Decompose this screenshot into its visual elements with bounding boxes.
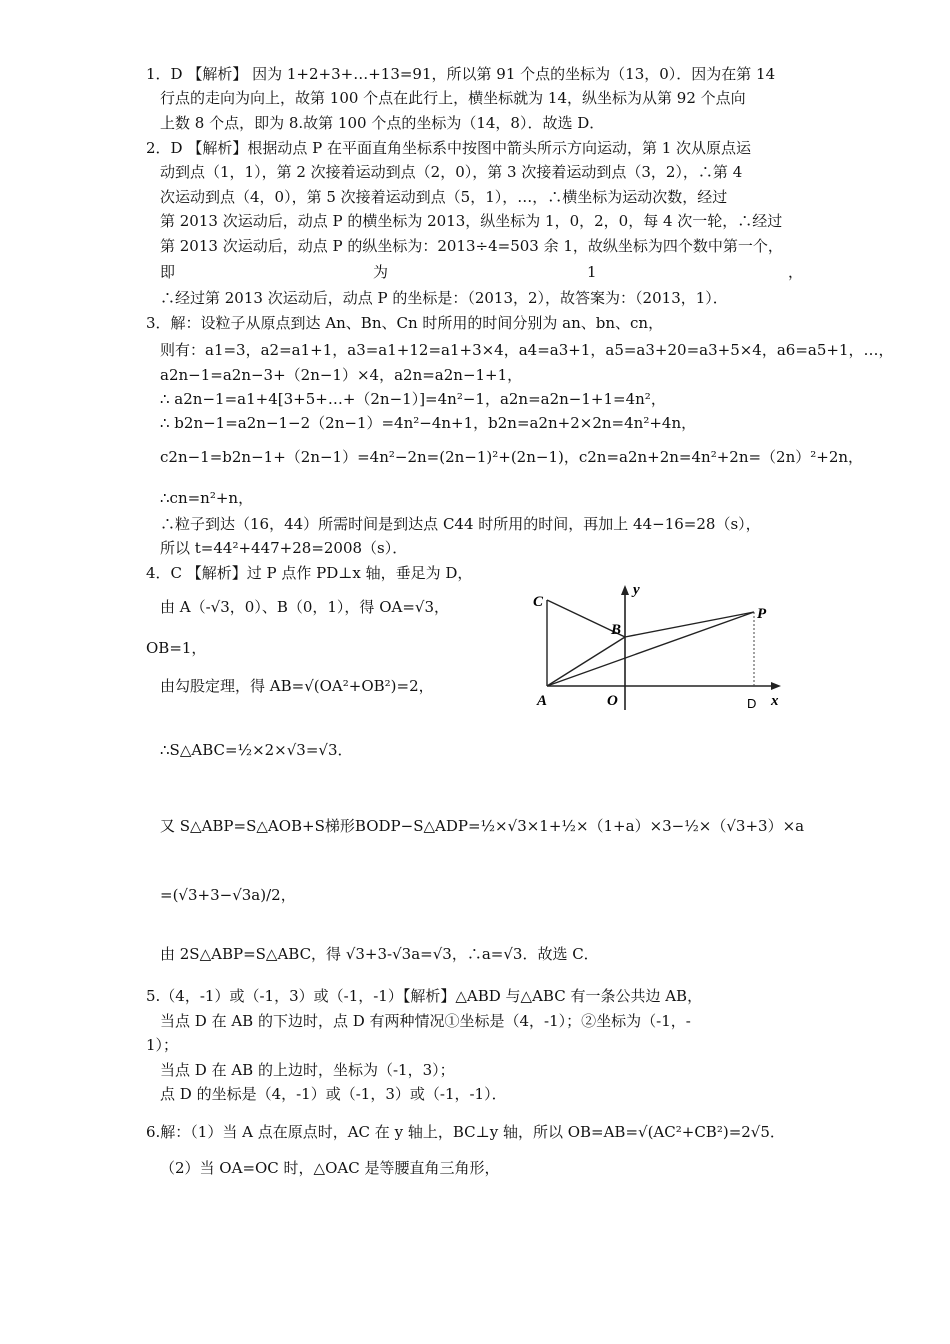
p4-line-6: 又 S△ABP=S△AOB+S梯形BODP−S△ADP=½×√3×1+½×（1+a）×3−½×（√3+3）×a [160,817,805,835]
label-p: P [757,606,767,622]
p2-line-4: 第 2013 次运动后，动点 P 的横坐标为 2013，纵坐标为 1，0，2，0，每 4 次一轮，∴经过 [160,212,783,230]
p2-line-1: 2．D 【解析】根据动点 P 在平面直角坐标系中按图中箭头所示方向运动，第 1 次从原点运 [146,139,752,157]
geometry-figure [527,580,797,715]
p3-line-9: 所以 t=44²+447+28=2008（s）． [160,539,408,557]
p2-line-6c: 1 [587,263,597,281]
p2-line-3: 次运动到点（4，0），第 5 次接着运动到点（5，1），…，∴横坐标为运动次数，经过 [160,188,728,206]
x-axis-arrow [771,682,781,690]
p3-line-1: 3．解：设粒子从原点到达 An、Bn、Cn 时所用的时间分别为 an、bn、cn， [146,314,664,332]
p3-line-6: c2n−1=b2n−1+（2n−1）=4n²−2n=(2n−1)²+(2n−1)，c2n=a2n+2n=4n²+2n=（2n）²+2n， [160,448,864,466]
label-o: O [607,693,618,709]
p4-line-5: ∴S△ABC=½×2×√3=√3． [160,741,353,759]
p3-line-7: ∴cn=n²+n， [160,489,254,507]
label-x: x [771,693,779,709]
y-axis-arrow [621,585,629,595]
segment-ab [547,637,625,686]
p2-line-6d: ， [788,263,804,281]
p3-line-4: ∴ a2n−1=a1+4[3+5+…+（2n−1）]=4n²−1，a2n=a2n−1+1=4n²， [160,390,666,408]
p4-line-2: 由 A（-√3，0）、B（0，1），得 OA=√3， [160,598,449,616]
label-y: y [633,582,640,598]
p1-line-1: 1．D 【解析】 因为 1+2+3+…+13=91，所以第 91 个点的坐标为（13，0）．因为在第 14 [146,65,776,83]
segment-ap [547,612,754,686]
p2-line-7: ∴经过第 2013 次运动后，动点 P 的坐标是：（2013，2），故答案为：（2013，1）． [160,289,728,307]
p1-line-2: 行点的走向为向上，故第 100 个点在此行上，横坐标就为 14，纵坐标为从第 92 个点向 [160,89,746,107]
p2-line-6a: 即 [160,263,176,281]
p6-line-1: 6.解：（1）当 A 点在原点时，AC 在 y 轴上，BC⊥y 轴，所以 OB=AB=√(AC²+CB²)=2√5． [146,1123,785,1141]
label-d: D [747,696,757,711]
p5-line-3: 1）； [146,1036,179,1054]
p4-line-7: =(√3+3−√3a)/2， [160,886,296,904]
p2-line-6b: 为 [373,263,389,281]
p3-line-8: ∴粒子到达（16，44）所需时间是到达点 C44 时所用的时间，再加上 44−16=28（s）， [160,515,761,533]
label-a: A [537,693,548,709]
p5-line-4: 当点 D 在 AB 的上边时，坐标为（-1，3）； [160,1061,455,1079]
label-b: B [611,622,622,638]
label-c: C [533,594,544,610]
p6-line-2: （2）当 OA=OC 时，△OAC 是等腰直角三角形， [160,1159,500,1177]
p3-line-5: ∴ b2n−1=a2n−1−2（2n−1）=4n²−4n+1，b2n=a2n+2×2n=4n²+4n， [160,414,697,432]
p2-line-5: 第 2013 次运动后，动点 P 的纵坐标为：2013÷4=503 余 1，故纵坐标为四个数中第一个， [160,237,783,255]
p2-line-2: 动到点（1，1），第 2 次接着运动到点（2，0），第 3 次接着运动到点（3，2），∴第 4 [160,163,743,181]
p3-line-3: a2n−1=a2n−3+（2n−1）×4，a2n=a2n−1+1， [160,366,523,384]
p4-line-3: OB=1， [146,639,207,657]
p5-line-1: 5.（4，-1）或（-1，3）或（-1，-1）【解析】△ABD 与△ABC 有一条公共边 AB， [146,987,703,1005]
p1-line-3: 上数 8 个点，即为 8.故第 100 个点的坐标为（14，8）．故选 D． [160,114,605,132]
p4-line-1: 4．C 【解析】过 P 点作 PD⊥x 轴，垂足为 D， [146,564,473,582]
p3-line-2: 则有：a1=3，a2=a1+1，a3=a1+12=a1+3×4，a4=a3+1，a5=a3+20=a3+5×4，a6=a5+1，…， [160,341,894,359]
p4-line-4: 由勾股定理，得 AB=√(OA²+OB²)=2， [160,677,434,695]
segment-bp [625,612,754,637]
p4-line-8: 由 2S△ABP=S△ABC，得 √3+3-√3a=√3，∴a=√3．故选 C． [160,945,599,963]
p5-line-5: 点 D 的坐标是（4，-1）或（-1，3）或（-1，-1）． [160,1085,507,1103]
p5-line-2: 当点 D 在 AB 的下边时，点 D 有两种情况①坐标是（4，-1）；②坐标为（-1，- [160,1012,691,1030]
